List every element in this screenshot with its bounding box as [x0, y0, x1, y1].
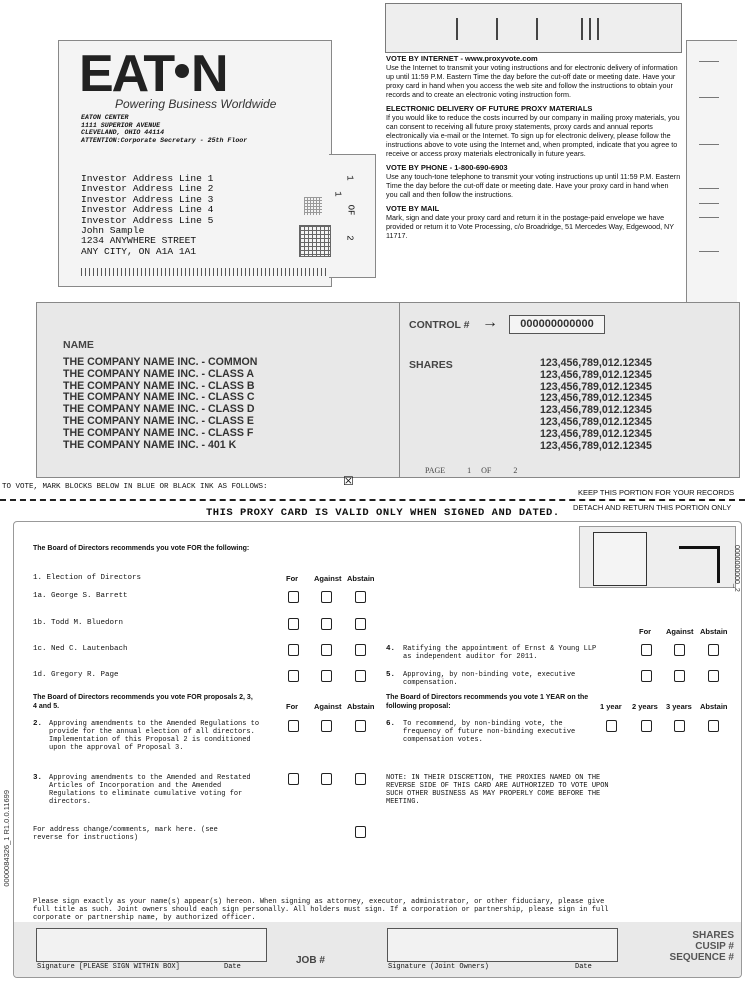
col-for-2: For: [286, 702, 299, 711]
shares-label: SHARES: [409, 359, 453, 371]
barcode-bar: [536, 18, 538, 40]
tick-line: [699, 203, 719, 204]
vote-1a-for[interactable]: [288, 591, 299, 603]
eaton-logo-dot: [175, 64, 189, 78]
vote-1a-abstain[interactable]: [355, 591, 366, 603]
vote-1d-against[interactable]: [321, 670, 332, 682]
holding-name: THE COMPANY NAME INC. - COMMON: [63, 356, 258, 368]
p2-num: 2.: [33, 720, 43, 728]
detach-line: [0, 499, 745, 501]
vote-p2-against[interactable]: [321, 720, 332, 732]
board-rec-1: The Board of Directors recommends you vote FOR the following:: [33, 545, 250, 552]
mail-text: Mark, sign and date your proxy card and return it in the postage-paid envelope we have provided or return it to Vote Processing, c/o Broadridge, 51 Mercedes Way, Edgewood, NY 11717.: [386, 213, 674, 240]
joint-signature-box[interactable]: [387, 928, 574, 962]
col-3years: 3 years: [666, 702, 692, 711]
vote-p6-1year[interactable]: [606, 720, 617, 732]
company-panel: [58, 40, 356, 287]
address-change: For address change/comments, mark here. (see reverse for instructions): [33, 826, 218, 842]
scan-box-group: [579, 526, 736, 588]
col-1year: 1 year: [600, 702, 622, 711]
vote-1d-for[interactable]: [288, 670, 299, 682]
page-indicator: [425, 466, 517, 475]
tick-line: [699, 144, 719, 145]
page-tab: [329, 154, 376, 278]
shares-cusip-sequence: [634, 930, 734, 963]
vote-p4-abstain[interactable]: [708, 644, 719, 656]
ballot-card: [13, 521, 742, 978]
job-label: JOB #: [296, 955, 325, 966]
investor-line: Investor Address Line 3: [81, 193, 214, 205]
page-num: 1: [467, 466, 472, 475]
col-against: Against: [314, 574, 342, 583]
company-address-line: EATON CENTER: [81, 114, 129, 121]
tick-line: [699, 61, 719, 62]
p6-num: 6.: [386, 720, 396, 728]
col-for: For: [286, 574, 299, 583]
col-2years: 2 years: [632, 702, 658, 711]
side-code: 0000000000_2: [733, 545, 740, 592]
svg-text:N: N: [191, 46, 229, 98]
holding-name: THE COMPANY NAME INC. - CLASS D: [63, 403, 255, 416]
company-address-line: 1111 SUPERIOR AVENUE: [81, 121, 161, 129]
company-address-line: CLEVELAND, OHIO 44114: [81, 129, 165, 136]
sign-instructions: Please sign exactly as your name(s) appear(s) hereon. When signing as attorney, executor, administrator, or other fiduciary, please give full title as such. Joint owners should each sign personally. All holders must sign. If a corporation or partnership, please sign in full corporate or partnership name, by authorized officer.: [33, 898, 609, 922]
holdings-panel: [36, 302, 401, 478]
keep-label: KEEP THIS PORTION FOR YOUR RECORDS: [578, 488, 735, 497]
share-amount: 123,456,789,012.12345: [540, 427, 652, 440]
tick-line: [699, 217, 719, 218]
joint-date-box[interactable]: [572, 928, 618, 962]
vote-1c-against[interactable]: [321, 644, 332, 656]
share-amount: 123,456,789,012.12345: [540, 368, 652, 381]
p4-num: 4.: [386, 645, 396, 653]
vote-1d-abstain[interactable]: [355, 670, 366, 682]
signature-box[interactable]: [36, 928, 223, 962]
page-mark: 1: [344, 175, 355, 181]
investor-line: ANY CITY, ON A1A 1A1: [81, 245, 197, 257]
p2-text: Approving amendments to the Amended Regulations to provide for the annual election of all directors. Implementation of this Proposal 2 is conditioned upon the approval of Proposal 3.: [49, 720, 260, 752]
share-amount: 123,456,789,012.12345: [540, 404, 652, 417]
vote-p6-2years[interactable]: [641, 720, 652, 732]
share-amount: 123,456,789,012.12345: [540, 380, 652, 393]
mark-instruction: TO VOTE, MARK BLOCKS BELOW IN BLUE OR BLACK INK AS FOLLOWS:: [2, 483, 268, 491]
holding-name: THE COMPANY NAME INC. - CLASS A: [63, 367, 255, 380]
electronic-title: ELECTRONIC DELIVERY OF FUTURE PROXY MATERIALS: [386, 104, 593, 113]
eaton-logo: [79, 46, 229, 98]
holding-name: THE COMPANY NAME INC. - CLASS C: [63, 391, 255, 404]
col-for-r: For: [639, 627, 652, 636]
vote-p2-for[interactable]: [288, 720, 299, 732]
sig-sequence-label: SEQUENCE #: [669, 952, 734, 963]
holding-name: THE COMPANY NAME INC. - CLASS E: [63, 414, 254, 427]
barcode-bar: [589, 18, 591, 40]
director-1a: 1a. George S. Barrett: [33, 592, 128, 600]
control-label: CONTROL #: [409, 319, 470, 331]
joint-signature-label: Signature (Joint Owners): [388, 963, 489, 971]
p5-num: 5.: [386, 671, 396, 679]
board-rec-3: The Board of Directors recommends you vote 1 YEAR on the following proposal:: [386, 694, 589, 710]
barcode-bar: [581, 18, 583, 40]
right-edge-tab: [686, 40, 737, 304]
investor-line: John Sample: [81, 225, 145, 237]
corner-mark: [679, 546, 720, 583]
tick-line: [699, 97, 719, 98]
eaton-logo-graphic: [79, 46, 229, 98]
phone-title: VOTE BY PHONE - 1-800-690-6903: [386, 163, 508, 172]
p5-text: Approving, by non-binding vote, executive compensation.: [403, 671, 576, 687]
joint-date-label: Date: [575, 963, 592, 971]
barcode-box: [385, 3, 682, 53]
vote-p6-3years[interactable]: [674, 720, 685, 732]
address-change-checkbox[interactable]: [355, 826, 366, 838]
holding-name: THE COMPANY NAME INC. - CLASS B: [63, 379, 255, 392]
investor-line: Investor Address Line 1: [81, 173, 214, 184]
holding-name: THE COMPANY NAME INC. - CLASS F: [63, 426, 254, 439]
company-tagline: Powering Business Worldwide: [115, 97, 277, 111]
p3-text: Approving amendments to the Amended and Restated Articles of Incorporation and the Amended Regulations to eliminate cumulative voting for directors.: [49, 774, 251, 806]
internet-title: VOTE BY INTERNET - www.proxyvote.com: [386, 54, 538, 63]
vote-1c-abstain[interactable]: [355, 644, 366, 656]
vote-1b-abstain[interactable]: [355, 618, 366, 630]
date-label: Date: [224, 963, 241, 971]
investor-line: Investor Address Line 5: [81, 214, 214, 226]
postal-barcode: [81, 268, 326, 276]
col-abstain-6: Abstain: [700, 702, 728, 711]
mark-example: ☒: [343, 474, 354, 488]
signature-strip: [14, 922, 741, 977]
company-address: [81, 114, 247, 144]
instructions-column: [386, 54, 682, 240]
page-mark: 1: [332, 191, 343, 197]
vote-p5-for[interactable]: [641, 670, 652, 682]
barcode-bar: [597, 18, 599, 40]
control-panel: [399, 302, 740, 478]
investor-line: Investor Address Line 2: [81, 183, 214, 195]
p6-text: To recommend, by non-binding vote, the frequency of future non-binding executive compensation votes.: [403, 720, 576, 744]
vote-p2-abstain[interactable]: [355, 720, 366, 732]
barcode-bar: [496, 18, 498, 40]
share-amount: 123,456,789,012.12345: [540, 439, 652, 452]
phone-text: Use any touch-tone telephone to transmit your voting instructions up until 11:59 P.M. Eastern Time the day before the cut-off date or meeting date. Have your proxy card in hand when you call and then follow the instructions.: [386, 172, 681, 199]
sig-shares-label: SHARES: [692, 930, 734, 941]
share-amount: 123,456,789,012.12345: [540, 415, 652, 428]
vote-p5-abstain[interactable]: [708, 670, 719, 682]
electronic-text: If you would like to reduce the costs incurred by our company in mailing proxy materials, you can consent to receiving all future proxy statements, proxy cards and annual reports electronically via e-mail or the Internet. To sign up for electronic delivery, please follow the instructions above to vote using the Internet and, when prompted, indicate that you agree to receive or access proxy materials electronically in future years.: [386, 113, 680, 158]
tick-line: [699, 251, 719, 252]
control-number-box: [509, 315, 605, 334]
col-against-r: Against: [666, 627, 694, 636]
p4-text: Ratifying the appointment of Ernst & Young LLP as independent auditor for 2011.: [403, 645, 597, 661]
vote-p3-against[interactable]: [321, 773, 332, 785]
barcode-bar: [456, 18, 458, 40]
vote-p3-for[interactable]: [288, 773, 299, 785]
datamatrix-grid: [299, 225, 331, 257]
director-1c: 1c. Ned C. Lautenbach: [33, 645, 128, 653]
col-abstain-r: Abstain: [700, 627, 728, 636]
vote-p4-for[interactable]: [641, 644, 652, 656]
director-1b: 1b. Todd M. Bluedorn: [33, 619, 124, 627]
vote-p6-abstain[interactable]: [708, 720, 719, 732]
holding-name: THE COMPANY NAME INC. - 401 K: [63, 438, 237, 451]
page-mark: OF: [345, 204, 356, 216]
election-label: 1. Election of Directors: [33, 574, 142, 582]
share-amount: 123,456,789,012.12345: [540, 392, 652, 405]
signature-label: Signature [PLEASE SIGN WITHIN BOX]: [37, 963, 180, 971]
control-arrow-icon: →: [482, 314, 498, 331]
return-label: DETACH AND RETURN THIS PORTION ONLY: [573, 503, 732, 512]
mail-title: VOTE BY MAIL: [386, 204, 440, 213]
svg-text:EAT: EAT: [79, 46, 174, 98]
page-total: 2: [513, 466, 518, 475]
tick-line: [699, 188, 719, 189]
vote-1c-for[interactable]: [288, 644, 299, 656]
scan-box: [593, 532, 647, 586]
margin-code: 0000084326_1 R1.0.0.11699: [2, 790, 11, 887]
col-abstain-2: Abstain: [347, 702, 375, 711]
investor-line: 1234 ANYWHERE STREET: [81, 235, 197, 247]
vote-1b-against[interactable]: [321, 618, 332, 630]
board-rec-2: The Board of Directors recommends you vote FOR proposals 2, 3, 4 and 5.: [33, 694, 253, 710]
investor-address: [81, 174, 213, 257]
note-text: NOTE: IN THEIR DISCRETION, THE PROXIES NAMED ON THE REVERSE SIDE OF THIS CARD ARE AUTHORIZED TO VOTE UPON SUCH OTHER BUSINESS AS MAY PROPERLY COME BEFORE THE MEETING.: [386, 774, 609, 806]
vote-1b-for[interactable]: [288, 618, 299, 630]
vote-1a-against[interactable]: [321, 591, 332, 603]
date-box[interactable]: [221, 928, 267, 962]
col-abstain: Abstain: [347, 574, 375, 583]
internet-text: Use the Internet to transmit your voting instructions and for electronic delivery of information up until 11:59 P.M. Eastern Time the day before the cut-off date or meeting date. Have your proxy card in hand when you access the web site and follow the instructions to obtain your records and to create an electronic voting instruction form.: [386, 63, 678, 99]
page-mark: 2: [344, 235, 355, 241]
name-label: NAME: [63, 339, 94, 351]
col-against-2: Against: [314, 702, 342, 711]
page-label: PAGE: [425, 466, 446, 475]
control-number: 000000000000: [520, 318, 594, 330]
company-name-list: [63, 357, 257, 451]
p3-num: 3.: [33, 774, 43, 782]
sig-cusip-label: CUSIP #: [695, 941, 734, 952]
page-of: OF: [481, 466, 492, 475]
investor-line: Investor Address Line 4: [81, 204, 214, 216]
valid-text: THIS PROXY CARD IS VALID ONLY WHEN SIGNED AND DATED.: [206, 507, 560, 519]
vote-p3-abstain[interactable]: [355, 773, 366, 785]
company-address-line: ATTENTION:Corporate Secretary - 25th Floor: [81, 136, 248, 144]
registration-mark: [304, 197, 322, 215]
vote-p4-against[interactable]: [674, 644, 685, 656]
director-1d: 1d. Gregory R. Page: [33, 671, 119, 679]
share-amount: 123,456,789,012.12345: [540, 357, 652, 369]
shares-list: [540, 358, 652, 452]
vote-p5-against[interactable]: [674, 670, 685, 682]
